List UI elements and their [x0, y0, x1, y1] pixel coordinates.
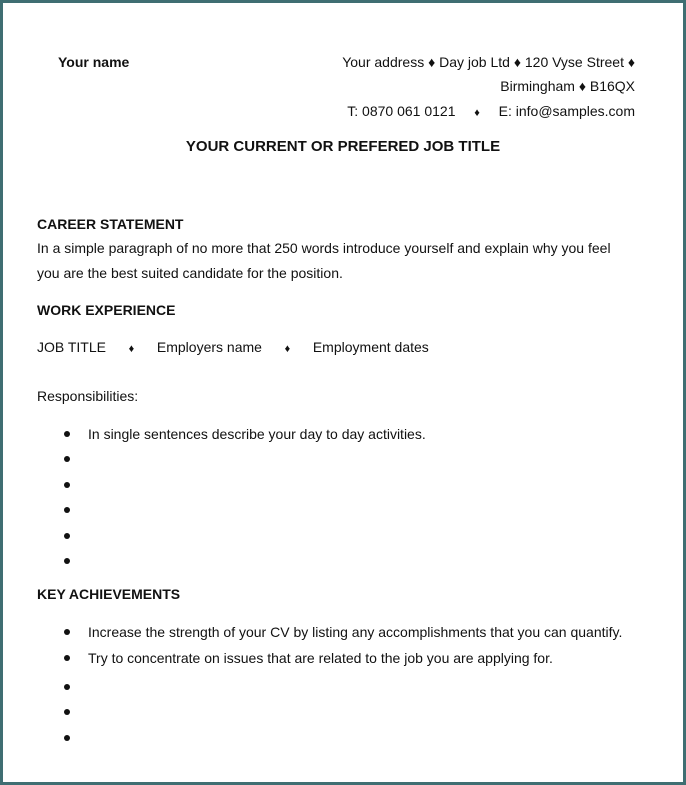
candidate-name: Your name	[58, 54, 130, 70]
address-line-1: Your address ♦ Day job Ltd ♦ 120 Vyse Street ♦	[342, 54, 635, 70]
bullet-icon	[64, 558, 70, 564]
list-item-text: Try to concentrate on issues that are related to the job you are applying for.	[88, 650, 553, 666]
bullet-icon	[64, 655, 70, 661]
address-line-2: Birmingham ♦ B16QX	[500, 78, 635, 94]
page-title: YOUR CURRENT OR PREFERED JOB TITLE	[185, 138, 501, 155]
employment-dates-field: Employment dates	[312, 339, 429, 355]
bullet-icon	[64, 629, 70, 635]
list-item-text: Increase the strength of your CV by listing any accomplishments that you can quantify.	[88, 624, 623, 640]
bullet-icon	[64, 709, 70, 715]
phone-number: T: 0870 061 0121	[347, 103, 456, 119]
diamond-separator-icon: ♦	[474, 107, 480, 119]
bullet-icon	[64, 482, 70, 488]
contact-line	[347, 102, 635, 122]
career-statement-line-1: In a simple paragraph of no more that 250 words introduce yourself and explain why you feel	[37, 240, 611, 256]
email-address: E: info@samples.com	[498, 103, 635, 119]
diamond-separator-icon: ♦	[128, 343, 135, 355]
job-title-field: JOB TITLE	[37, 339, 106, 355]
work-experience-heading: WORK EXPERIENCE	[37, 302, 176, 318]
responsibilities-label: Responsibilities:	[37, 388, 139, 404]
career-statement-heading: CAREER STATEMENT	[37, 216, 184, 232]
bullet-icon	[64, 735, 70, 741]
employer-name-field: Employers name	[156, 339, 262, 355]
career-statement-line-2: you are the best suited candidate for the position.	[37, 265, 343, 281]
job-details-line	[37, 338, 429, 358]
bullet-icon	[64, 533, 70, 539]
diamond-separator-icon: ♦	[284, 343, 291, 355]
key-achievements-heading: KEY ACHIEVEMENTS	[37, 586, 181, 602]
bullet-icon	[64, 507, 70, 513]
bullet-icon	[64, 456, 70, 462]
bullet-icon	[64, 684, 70, 690]
bullet-icon	[64, 431, 70, 437]
list-item-text: In single sentences describe your day to day activities.	[88, 426, 426, 442]
